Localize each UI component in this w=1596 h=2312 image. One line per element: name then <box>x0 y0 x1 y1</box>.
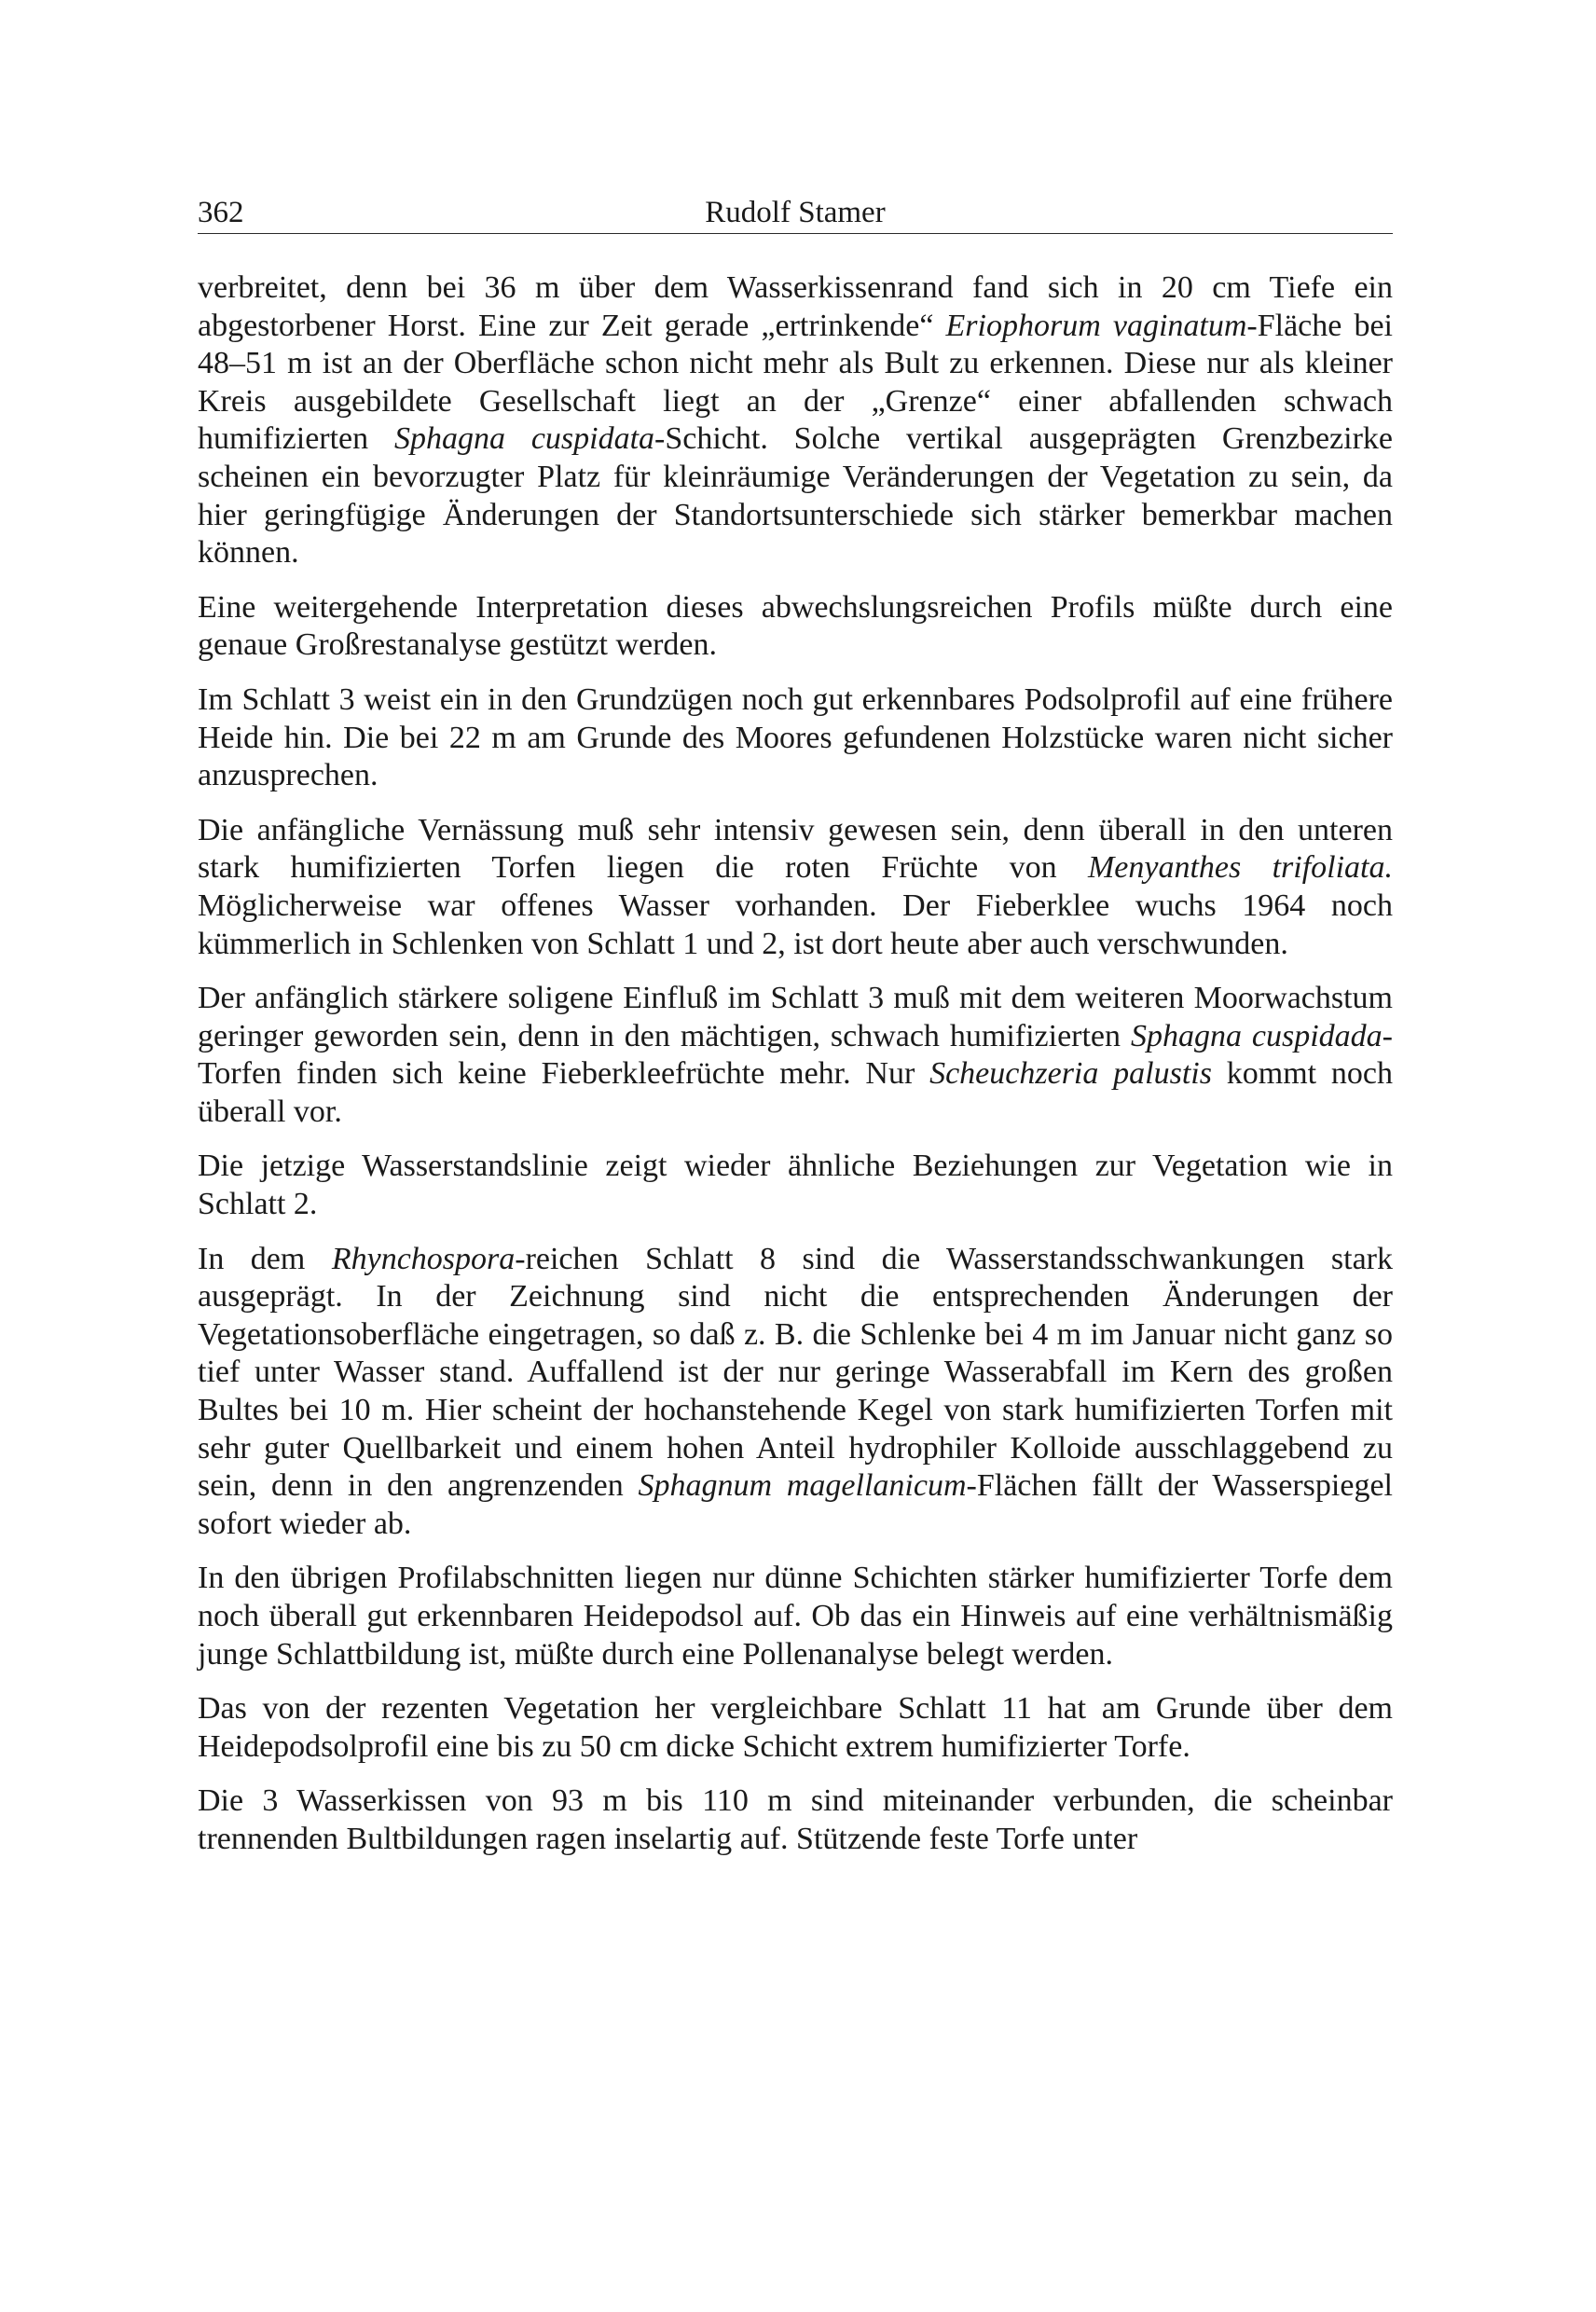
text-run: Die 3 Wasserkissen von 93 m bis 110 m sind miteinander verbunden, die scheinbar trennenden Bultbildungen ragen inselartig auf. Stützende feste Torfe unter <box>198 1783 1393 1856</box>
italic-term: Eriophorum vaginatum <box>945 308 1247 343</box>
paragraph <box>198 269 1393 572</box>
text-run: Der anfänglich stärkere soligene Einfluß im Schlatt 3 muß mit dem weiteren Moorwachstum geringer geworden sein, denn in den mächtigen, schwach humifizierten <box>198 981 1393 1053</box>
text-run: -Torfen finden sich keine Fieberkleefrüchte mehr. Nur <box>198 1018 1393 1092</box>
italic-term: Scheuchzeria palustis <box>929 1056 1212 1092</box>
paragraph <box>198 980 1393 1131</box>
body-text <box>198 269 1393 1859</box>
text-run: In den übrigen Profilabschnitten liegen nur dünne Schichten stärker humifizierter Torfe dem noch überall gut erkennbaren Heidepodsol auf. Ob das ein Hinweis auf eine verhältnismäßig junge Schlattbildung ist, müßte durch eine Pollenanalyse belegt werden. <box>198 1561 1393 1672</box>
text-run: Die anfängliche Vernässung muß sehr intensiv gewesen sein, denn überall in den unteren stark humifizierten Torfen liegen die roten Früchte von <box>198 812 1393 886</box>
paragraph <box>198 1560 1393 1673</box>
text-run: Das von der rezenten Vegetation her vergleichbare Schlatt 11 hat am Grunde über dem Heidepodsolprofil eine bis zu 50 cm dicke Schicht extrem humifizierter Torfe. <box>198 1691 1393 1764</box>
paragraph <box>198 1782 1393 1858</box>
text-run: verbreitet, denn bei 36 m über dem Wasserkissenrand fand sich in 20 cm Tiefe ein abgestorbener Horst. Eine zur Zeit gerade „ertrinkende“ <box>198 270 1393 343</box>
italic-term: Sphagnum magellanicum <box>638 1468 967 1504</box>
paragraph <box>198 1241 1393 1544</box>
italic-term: Sphagna cuspidata <box>393 421 655 457</box>
text-run: -Schicht. Solche vertikal ausgeprägten Grenzbezirke scheinen ein bevorzugter Platz für kleinräumige Veränderungen der Vegetation zu sein, da hier geringfügige Änderungen der Standortsunterschiede sich stärker bemerkbar machen können. <box>198 421 1393 571</box>
text-run: Im Schlatt 3 weist ein in den Grundzügen noch gut erkennbares Podsolprofil auf eine frühere Heide hin. Die bei 22 m am Grunde des Moores gefundenen Holzstücke waren nicht sicher anzusprechen. <box>198 681 1393 793</box>
page-number: 362 <box>198 196 244 229</box>
document-page <box>198 186 1393 1876</box>
paragraph <box>198 1148 1393 1223</box>
italic-term: Menyanthes trifoliata. <box>1087 850 1393 886</box>
text-run: Die jetzige Wasserstandslinie zeigt wieder ähnliche Beziehungen zur Vegetation wie in Schlatt 2. <box>198 1149 1393 1222</box>
italic-term: Sphagna cuspidada <box>1130 1018 1383 1053</box>
text-run: -reichen Schlatt 8 sind die Wasserstandsschwankungen stark ausgeprägt. In der Zeichnung sind nicht die entsprechenden Änderungen der Vegetationsoberfläche eingetragen, so daß z. B. die Schlenke bei 4 m im Januar nicht ganz so tief unter Wasser stand. Auffallend ist der nur geringe Wasserabfall im Kern des großen Bultes bei 10 m. Hier scheint der hochanstehende Kegel von stark humifizierten Torfen mit sehr guter Quellbarkeit und einem hohen Anteil hydrophiler Kolloide ausschlaggebend zu sein, denn in den angrenzenden <box>198 1241 1393 1504</box>
paragraph <box>198 1690 1393 1766</box>
paragraph <box>198 589 1393 665</box>
paragraph <box>198 812 1393 963</box>
text-run: In dem <box>198 1241 332 1276</box>
text-run: Möglicherweise war offenes Wasser vorhanden. Der Fieberklee wuchs 1964 noch kümmerlich in Schlenken von Schlatt 1 und 2, ist dort heute aber auch verschwunden. <box>198 888 1393 961</box>
running-head <box>198 186 1393 234</box>
text-run: -Flächen fällt der Wasserspiegel sofort wieder ab. <box>198 1468 1393 1541</box>
text-run: Eine weitergehende Interpretation dieses abwechslungsreichen Profils müßte durch eine genaue Großrestanalyse gestützt werden. <box>198 589 1393 663</box>
text-run: kommt noch überall vor. <box>198 1056 1393 1129</box>
text-run: -Fläche bei 48–51 m ist an der Oberfläche schon nicht mehr als Bult zu erkennen. Diese nur als kleiner Kreis ausgebildete Gesellschaft liegt an der „Grenze“ einer abfallenden schwach humifizierten <box>198 308 1393 457</box>
running-title: Rudolf Stamer <box>705 196 886 229</box>
italic-term: Rhynchospora <box>331 1241 516 1276</box>
paragraph <box>198 681 1393 795</box>
